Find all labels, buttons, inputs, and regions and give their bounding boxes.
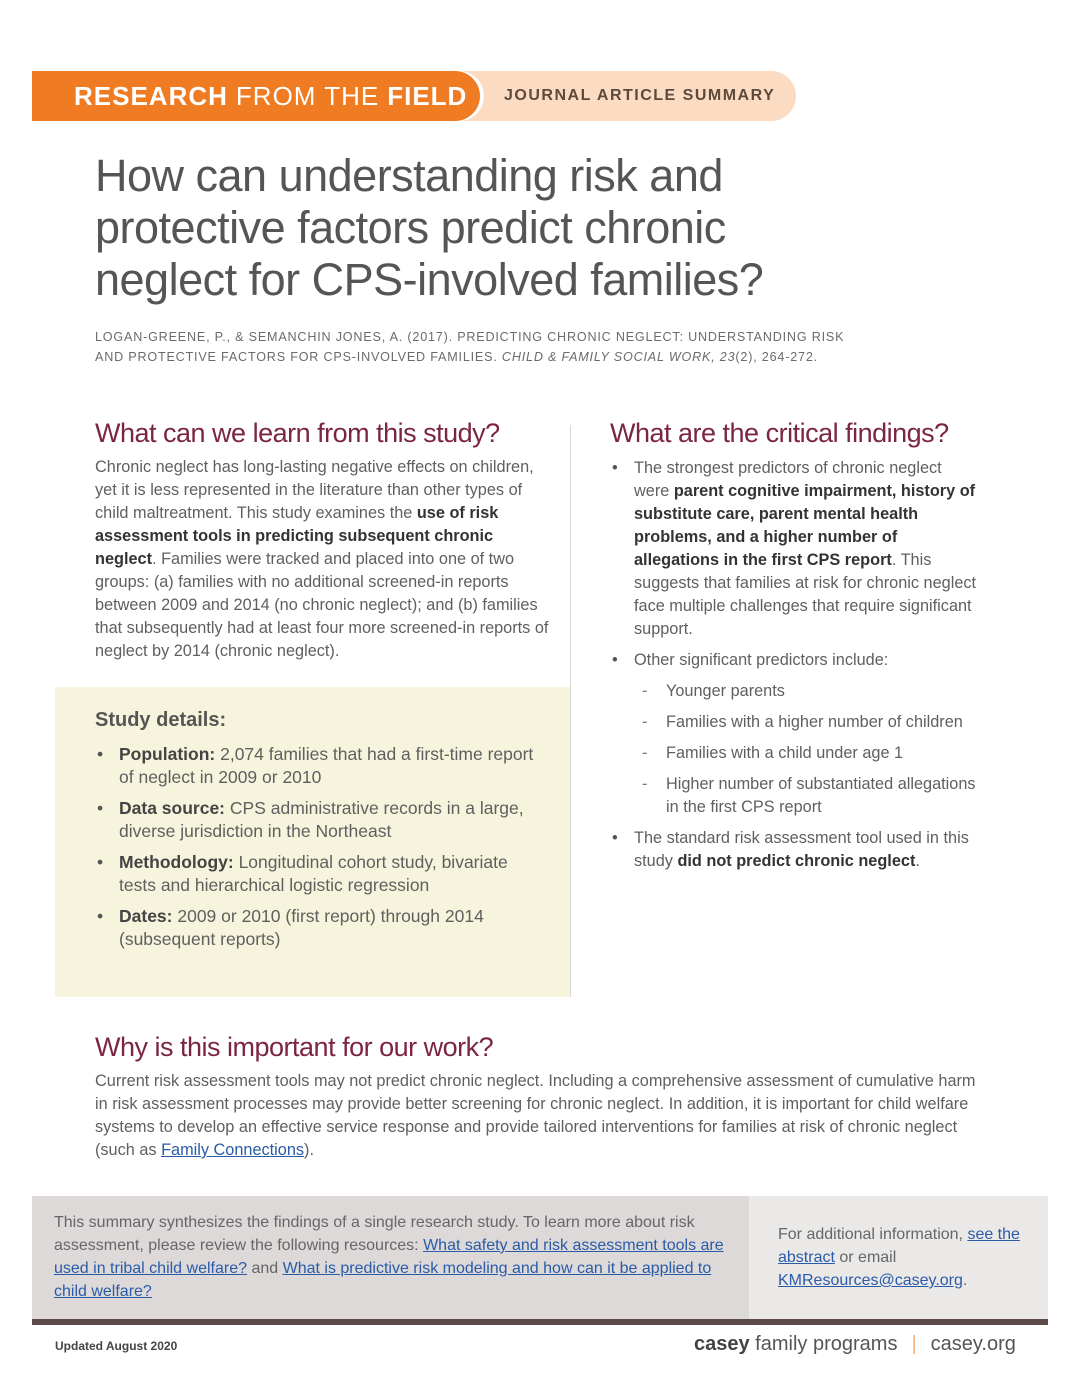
banner-summary-label: JOURNAL ARTICLE SUMMARY [504, 87, 776, 104]
bullet-icon: • [97, 906, 104, 926]
findings-list [610, 457, 980, 881]
study-details-heading: Study details: [95, 709, 227, 731]
why-paragraph [95, 1070, 985, 1162]
detail-text: 2,074 families that had a first-time report of neglect in 2009 or 2010 [119, 744, 534, 787]
why-text-end: ). [304, 1141, 314, 1159]
sub-item-text: Higher number of substantiated allegations in the first CPS report [666, 775, 976, 816]
footer-divider-bar [32, 1319, 1048, 1325]
bullet-icon: • [612, 651, 618, 669]
list-item [634, 742, 980, 765]
finding-text: The standard risk assessment tool used in this study [634, 829, 969, 870]
brand-rest: family programs [749, 1333, 898, 1355]
study-details-box [55, 687, 570, 997]
learn-text-1: Chronic neglect has long-lasting negative effects on children, yet it is less represented in the literature than other types of child maltreatment. This study examines the [95, 458, 534, 522]
contact-end: . [962, 1272, 968, 1289]
bullet-icon: • [612, 459, 618, 477]
finding-bold: parent cognitive impairment, history of substitute care, parent mental health problems, and a higher number of allegations in the first CPS report [634, 482, 976, 569]
dash-icon: - [642, 682, 648, 700]
finding-bold: did not predict chronic neglect [677, 852, 916, 870]
contact-mid: or email [834, 1249, 897, 1266]
list-item [634, 773, 980, 819]
sub-item-text: Younger parents [666, 682, 785, 700]
family-connections-link[interactable]: Family Connections [161, 1141, 305, 1159]
detail-label: Data source: [119, 798, 226, 818]
finding-text: Other significant predictors include: [634, 651, 889, 669]
bullet-icon: • [97, 852, 104, 872]
learn-heading: What can we learn from this study? [95, 418, 500, 448]
list-item [634, 680, 980, 703]
findings-heading: What are the critical findings? [610, 418, 949, 448]
list-item [95, 851, 545, 897]
banner-word-from-the: FROM THE [235, 80, 380, 111]
contact-box [749, 1196, 1048, 1319]
resources-intro: This summary synthesizes the findings of a single research study. To learn more about risk assessment, please review the following resources: [54, 1214, 695, 1254]
sub-item-text: Families with a child under age 1 [666, 744, 904, 762]
bullet-icon: • [97, 798, 104, 818]
dash-icon: - [642, 713, 648, 731]
dash-icon: - [642, 775, 648, 793]
bullet-icon: • [97, 744, 104, 764]
banner-word-field: FIELD [387, 80, 468, 111]
learn-text-bold: use of risk assessment tools in predicting subsequent chronic neglect [95, 504, 499, 568]
detail-label: Methodology: [119, 852, 234, 872]
contact-text [778, 1223, 1038, 1292]
brand-site: casey.org [930, 1333, 1016, 1355]
list-item [610, 457, 980, 641]
list-item [610, 827, 980, 873]
tribal-tools-link[interactable]: What safety and risk assessment tools are used in tribal child welfare? [54, 1237, 724, 1277]
detail-label: Population: [119, 744, 216, 764]
list-item [95, 905, 545, 951]
detail-label: Dates: [119, 906, 173, 926]
detail-text: CPS administrative records in a large, diverse jurisdiction in the Northeast [119, 798, 524, 841]
banner-research-from-the-field [32, 71, 480, 121]
contact-intro: For additional information, [778, 1226, 968, 1243]
learn-text-2: . Families were tracked and placed into one of two groups: (a) families with no additional screened-in reports between 2009 and 2014 (no chronic neglect); and (b) families that subsequently had at least four more screened-in reports of neglect by 2014 (chronic neglect). [95, 550, 549, 660]
finding-text: . This suggests that families at risk for chronic neglect face multiple challenges that require significant support. [634, 551, 977, 638]
citation-suffix: (2), 264-272. [735, 350, 818, 364]
citation-journal: CHILD & FAMILY SOCIAL WORK, 23 [501, 350, 736, 364]
citation-prefix: LOGAN-GREENE, P., & SEMANCHIN JONES, A. (2017). PREDICTING CHRONIC NEGLECT: UNDERSTANDING RISK AND PROTECTIVE FACTORS FOR CPS-INVOLVED FAMILIES. [95, 330, 845, 364]
detail-text: Longitudinal cohort study, bivariate tests and hierarchical logistic regression [119, 852, 508, 895]
study-details-list [95, 743, 545, 959]
list-item [95, 743, 545, 789]
brand-separator: | [911, 1333, 917, 1355]
finding-text: The strongest predictors of chronic neglect were [634, 459, 942, 500]
finding-text: . [915, 852, 920, 870]
resources-and: and [247, 1260, 283, 1277]
column-divider [570, 425, 571, 997]
sub-item-text: Families with a higher number of children [666, 713, 963, 731]
brand-bold: casey [694, 1333, 750, 1355]
resources-text [54, 1211, 734, 1303]
list-item [610, 649, 980, 819]
detail-text: 2009 or 2010 (first report) through 2014 (subsequent reports) [119, 906, 484, 949]
learn-paragraph [95, 456, 550, 663]
casey-logo [694, 1333, 1016, 1356]
dash-icon: - [642, 744, 648, 762]
email-link[interactable]: KMResources@casey.org [778, 1272, 963, 1289]
resources-box [32, 1196, 749, 1319]
bullet-icon: • [612, 829, 618, 847]
sub-predictor-list [634, 680, 980, 819]
updated-date: Updated August 2020 [55, 1339, 178, 1353]
why-heading: Why is this important for our work? [95, 1032, 494, 1062]
banner-word-research: RESEARCH [74, 80, 228, 111]
abstract-link[interactable]: see the abstract [778, 1226, 1020, 1266]
citation [95, 327, 855, 367]
why-text: Current risk assessment tools may not predict chronic neglect. Including a comprehensive assessment of cumulative harm in risk assessment processes may provide better screening for chronic neglect. In addition, it is important for child welfare systems to develop an effective service response and provide tailored interventions for families at risk of chronic neglect (such as [95, 1072, 976, 1159]
page-title: How can understanding risk and protective factors predict chronic neglect for CPS-involved families? [95, 150, 764, 305]
list-item [634, 711, 980, 734]
predictive-modeling-link[interactable]: What is predictive risk modeling and how can it be applied to child welfare? [54, 1260, 712, 1300]
list-item [95, 797, 545, 843]
